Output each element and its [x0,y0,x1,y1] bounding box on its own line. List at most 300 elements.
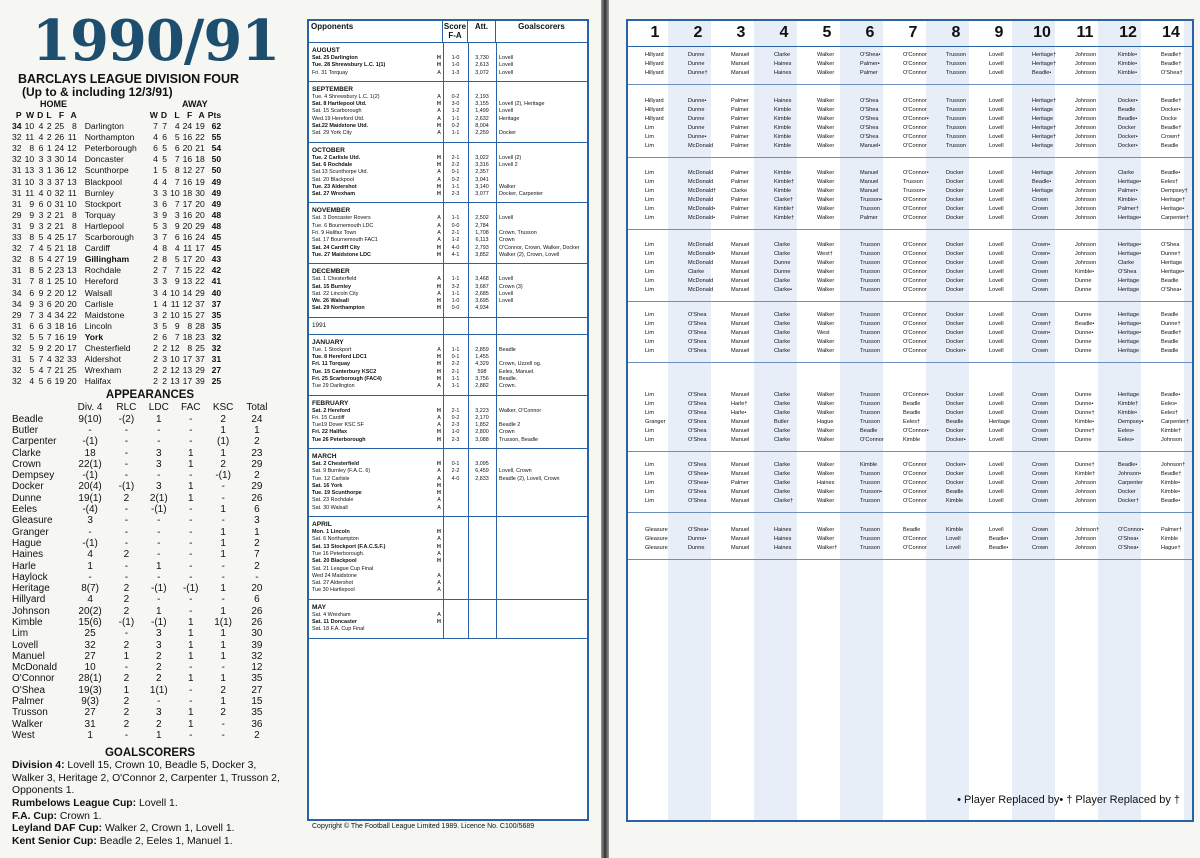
lineup-player: Manuel [731,489,750,495]
fixture-row [309,544,587,551]
appearance-cell: 8(7) [81,583,99,595]
lineup-row [628,178,1192,187]
fixture-goalscorers [496,544,587,551]
lineup-player: Clarke [774,410,791,416]
fixture-row [309,184,587,191]
appearance-cell: 2 [123,583,130,595]
fixture-score: 2-2 [451,361,460,368]
table-cell: 5 [38,331,44,342]
table-cell: 32 [12,376,22,387]
lineup-player: Johnson† [1161,462,1186,468]
lineup-player: Heritage† [1032,134,1057,140]
appearance-cell: 4 [87,594,93,606]
appearance-cell: - [157,424,161,436]
table-cell: 32 [12,143,22,154]
fixture-row [309,361,587,368]
lineup-player: Walker [817,188,835,194]
appearance-cell: - [189,526,193,538]
lineup-player: Manuel [860,170,879,176]
table-row [12,243,224,254]
table-row [12,154,224,165]
lineup-player: O'Shea [688,410,707,416]
fixture-goalscorers: Lovell (2) [499,154,522,161]
lineup-player: Kimble† [774,206,795,212]
lineup-player: Palmer [731,197,749,203]
appearance-cell: 1 [220,447,226,459]
fixture-row [309,536,587,543]
lineup-player: Heritage [1032,116,1054,122]
fixture-score: 1-1 [451,346,460,353]
fixture-opponent: Fri. 15 Cardiff [312,414,345,421]
table-cell: 22 [195,276,205,287]
appearance-cell: 2 [156,718,162,730]
lineup-player: Trusson [860,527,880,533]
lineup-player: Johnson [1075,125,1097,131]
lineup-player: Walker [817,312,835,318]
fixture-row [309,490,587,497]
lineup-player: Trusson [860,419,880,425]
lineup-player: Lovell [989,116,1004,122]
appearance-cell: 1(1) [149,684,168,696]
lineup-player: Lovell [989,428,1004,434]
appearance-cell: -(1) [118,616,135,628]
table-cell: 19 [67,254,77,265]
lineup-player: McDonald• [688,206,716,212]
table-cell: 21 [54,243,65,254]
lineup-group [628,461,1192,513]
appearances-header-cell: KSC [212,402,234,414]
appearance-cell: - [124,662,129,674]
lineup-player: Haines [774,61,792,67]
fixture-row [309,305,587,312]
lineup-player: Lim [645,206,655,212]
fixture-goalscorers [496,123,587,130]
table-cell: 32 [54,354,65,365]
lineup-player: Palmer† [1161,527,1182,533]
lineup-player: Kimble† [1075,471,1096,477]
team-name: Peterborough [84,143,137,154]
lineup-player: Palmer [731,125,749,131]
fixture-opponent: Tue. 2 Carlisle Utd. [312,154,361,161]
lineup-player: Dunne [1075,312,1092,318]
lineup-player: Johnson [1075,70,1097,76]
fixture-attendance: 2,632 [475,115,489,122]
fixture-venue [435,626,443,633]
fixture-goalscorers: Heritage [499,115,520,122]
table-header-cell: L [46,110,52,120]
fixture-goalscorers: Beadle. [499,375,518,382]
team-name: Darlington [84,121,124,132]
fixture-opponent: Sat. 8 Hartlepool Utd. [312,101,367,108]
lineup-player: Beadle [1161,312,1179,318]
lineup-player: Walker [817,125,835,131]
table-cell: 22 [67,309,77,320]
table-cell: 13 [24,165,35,176]
fixture-score: 2-3 [451,191,460,198]
appearance-cell: 1 [220,504,226,516]
table-cell: 20 [67,376,77,387]
table-cell: 16 [54,331,65,342]
lineup-player: Walker† [817,545,838,551]
player-name: Manuel [12,650,45,662]
lineup-player: Hague [817,419,834,425]
book-spine [601,0,609,858]
competition-label: Rumbelows League Cup: [12,798,137,810]
fixture-score [443,619,468,626]
table-cell: 22 [195,132,205,143]
table-cell: 7 [38,354,44,365]
lineup-player: Lovell [946,545,961,551]
table-cell: 19 [67,331,77,342]
fixture-attendance: 3,730 [475,55,489,61]
lineup-player: Johnson† [1075,527,1100,533]
table-cell: 20 [182,220,193,231]
table-header-cell: Pts [207,110,222,120]
fixture-venue: A [437,69,441,76]
fixture-row [309,551,587,558]
fixture-goalscorers [496,305,587,312]
appearance-cell: - [189,549,193,561]
fixture-attendance: 3,155 [475,101,489,108]
table-cell: 2 [153,376,158,387]
lineup-player: Johnson [1075,260,1097,266]
lineup-player: Clarke [774,251,791,257]
lineup-player: Crown [1032,401,1049,407]
fixture-opponent: We. 26 Walsall [312,298,349,305]
fixture-goalscorers [496,580,587,587]
lineup-player: Walker [817,70,835,76]
lineup-row [628,277,1192,286]
lineup-player: Clarke [774,52,791,58]
lineup-player: Lovell [946,536,961,542]
appearance-cell: 3 [156,639,162,651]
fixture-opponent: Sat. 22 Lincoln City [312,290,359,297]
appearance-cell: - [157,696,161,708]
appearance-cell: - [189,504,193,516]
lineup-player: Manuel [731,348,750,354]
lineup-player: Walker [817,116,835,122]
lineup-player: Lovell [989,321,1004,327]
lineup-player: Manuel [731,428,750,434]
shirt-number: 9 [994,24,1004,41]
fixture-score: 2-2 [451,161,460,168]
table-cell: 7 [153,121,158,132]
fixture-month-name: OCTOBER [312,146,345,154]
lineup-player: Heritage† [1161,197,1186,203]
goalscorer-line [12,798,288,811]
player-name: Kimble [12,616,43,628]
fixture-venue: H [437,529,441,536]
away-heading: AWAY [182,99,208,109]
table-cell: 43 [211,254,222,265]
lineup-player: Beadle• [1118,116,1138,122]
table-cell: 16 [182,132,193,143]
appearance-row [12,707,274,718]
appearance-cell: 1 [220,424,226,436]
lineup-player: Dunne [1075,339,1092,345]
table-cell: 5 [174,132,180,143]
lineup-player: O'Shea• [860,52,881,58]
table-cell: 0 [46,198,52,209]
lineup-player: Heritage• [1118,321,1142,327]
lineup-player: Dunne [688,116,705,122]
lineup-row [628,338,1192,347]
lineup-player: Crown [1032,489,1049,495]
lineup-player: Lovell [989,462,1004,468]
table-cell: 23 [54,265,65,276]
table-cell: 24 [182,121,193,132]
fixture-row [309,505,587,512]
fixture-row [309,354,587,361]
fixture-row [309,62,587,69]
table-cell: 19 [195,121,205,132]
lineup-player: Dempsey• [1118,419,1144,425]
fixture-attendance [468,536,496,543]
appearance-cell: 2 [123,594,130,606]
fixture-venue: H [437,55,441,61]
appearance-cell: 26 [251,616,263,628]
fixture-row [309,483,587,490]
lineup-player: Walker [817,215,835,221]
lineup-player: Manuel [731,287,750,293]
fixture-month-name: SEPTEMBER [312,85,354,93]
table-cell: 16 [67,320,77,331]
table-cell: 6 [174,143,180,154]
appearance-cell: 27 [84,650,96,662]
table-cell: 40 [211,287,222,298]
table-cell: 3 [46,154,52,165]
fixture-venue: H [437,361,441,368]
lineup-player: Beadle• [1161,498,1181,504]
table-cell: 21 [54,365,65,376]
lineup-player: Haines [774,527,792,533]
fixture-goalscorers [496,505,587,512]
lineup-player: Docke [1161,116,1177,122]
lineup-player: Clarke [1118,260,1135,266]
fixture-attendance: 6,113 [475,237,489,244]
lineup-player: Manuel [731,330,750,336]
fixture-row [309,626,587,633]
table-cell: 8 [29,265,35,276]
table-cell: 16 [182,232,193,243]
table-cell: 25 [195,342,205,353]
lineup-row [628,329,1192,338]
table-cell: 37 [211,298,222,309]
table-cell: 18 [182,187,193,198]
table-cell: 13 [182,276,193,287]
competition-scorers: Walker 2, Crown 1, Lovell 1. [102,823,235,835]
lineup-player: Lim [645,401,655,407]
appearance-cell: 1 [220,696,226,708]
fixture-goalscorers: Lovell [499,69,514,76]
table-cell: 5 [38,376,44,387]
lineup-player: Trusson [860,278,880,284]
lineup-player: Lim [645,330,655,336]
lineup-player: Lovell [989,107,1004,113]
lineup-player: Palmer• [860,61,880,67]
fixture-opponent: Sat. 24 Cardiff City [312,244,360,251]
lineup-player: Manuel [860,179,879,185]
table-row [12,343,224,354]
table-cell: 5 [46,243,52,254]
appearance-cell: 1 [220,639,226,651]
fixture-venue: A [437,93,441,100]
appearance-cell: 2 [254,729,260,741]
lineup-player: Docker† [1118,498,1139,504]
lineup-player: Heritage [1032,107,1054,113]
lineup-player: Heritage [1032,170,1054,176]
lineup-player: Crown• [1032,330,1051,336]
fixture-row [309,123,587,130]
table-cell: 49 [211,198,222,209]
fixture-attendance: 3,223 [475,407,489,414]
table-cell: 1 [153,165,158,176]
appearance-cell: 1 [187,639,194,651]
lineup-player: Dempsey† [1161,188,1188,194]
table-cell: 11 [183,243,193,254]
fixture-score: 0-2 [451,123,460,130]
lineup-player: Lim [645,339,655,345]
lineup-player: Heritage• [1118,215,1142,221]
fixtures-body [309,43,587,639]
lineup-group [628,51,1192,85]
fixture-opponent: Sat. 6 Northampton [312,536,359,543]
fixture-row [309,70,587,77]
lineup-player: Trusson [946,52,966,58]
table-cell: 5 [174,254,180,265]
fixture-venue: H [437,283,441,290]
lineup-player: Trusson [860,410,880,416]
table-cell: 49 [211,176,222,187]
table-row [12,232,224,243]
lineup-player: Lim [645,428,655,434]
lineup-player: Lovell [989,269,1004,275]
fixture-attendance: 2,833 [475,475,489,482]
appearance-cell: 3 [156,447,162,459]
table-cell: 2 [46,121,52,132]
lineup-player: O'Connor [903,61,927,67]
lineup-player: Trusson [946,70,966,76]
appearance-cell: 20(4) [78,481,102,493]
fixture-goalscorers: Lovell 2 [499,161,518,168]
team-name: Scunthorpe [84,165,129,176]
fixture-venue: H [437,558,441,565]
lineup-player: Trusson [860,321,880,327]
fixture-attendance [468,558,496,565]
lineup-player: Trusson [860,269,880,275]
lineup-row [628,488,1192,497]
appearance-cell: 29 [251,481,263,493]
shirt-number: 2 [693,24,703,41]
appearance-cell: 2 [156,673,162,685]
fixture-venue: H [437,183,441,190]
lineup-player: Beadle [946,489,964,495]
lineup-player: Lim [645,498,655,504]
table-cell: 3 [38,309,44,320]
lineup-row [628,461,1192,470]
lineup-player: Walker [817,179,835,185]
table-cell: 26 [54,132,65,143]
lineup-player: Beadle† [1161,471,1182,477]
fixture-attendance: 2,784 [475,222,489,229]
fixture-opponent: Tue. 1 Stockport [312,346,352,353]
appearance-cell: 1 [187,481,194,493]
fixture-row [309,284,587,291]
table-cell: 31 [12,220,22,231]
fixture-row [309,276,587,283]
lineup-player: Dunne [1075,437,1092,443]
fixture-goalscorers: Lovell [499,62,514,69]
fixture-venue: A [437,169,441,176]
lineup-player: Haines [774,536,792,542]
table-cell: 31 [211,354,222,365]
lineup-player: Trusson [860,206,880,212]
fixture-venue: H [437,161,441,168]
table-cell: 7 [174,154,180,165]
team-name: Aldershot [84,354,122,365]
table-cell: 7 [29,309,35,320]
lineup-player: Palmer [731,134,749,140]
lineup-player: Johnson [1075,480,1097,486]
lineup-player: Docker [946,428,964,434]
lineup-player: O'Connor [903,197,927,203]
appearances-header-cell: RLC [116,402,137,414]
lineup-player: Manuel [731,251,750,257]
fixture-row [309,298,587,305]
lineup-player: O'Shea [688,348,707,354]
fixture-opponent: Sat. 15 Burnley [312,283,351,290]
lineup-player: Trusson [860,348,880,354]
lineup-player: Lovell [989,242,1004,248]
table-row [12,365,224,376]
fixture-venue: A [437,230,441,237]
lineup-player: Heritage† [1032,125,1057,131]
lineup-player: Lovell [989,206,1004,212]
lineup-player: Heritage† [1032,52,1057,58]
fixture-attendance: 3,468 [475,276,489,283]
fixture-attendance: 6,459 [475,468,489,475]
appearance-cell: 24 [251,413,263,425]
lineup-player: Hillyard [645,107,664,113]
lineup-player: Beadle [946,419,964,425]
fixture-venue: A [437,504,441,511]
shirt-number: 12 [1119,24,1137,41]
fixture-score: 0-1 [451,354,460,361]
lineup-player: Johnson [1075,170,1097,176]
table-cell: 10 [170,187,180,198]
lineup-player: Clarke [774,321,791,327]
lineup-player: Heritage• [1118,251,1142,257]
fixture-row [309,108,587,115]
lineup-player: Manuel [731,545,750,551]
table-cell: 6 [38,320,44,331]
appearance-cell: - [124,504,129,516]
fixture-goalscorers: Docker, Carpenter [499,191,543,198]
lineup-player: O'Connor [903,330,927,336]
fixture-attendance: 2,859 [475,346,489,353]
lineup-player: Carpenter [1118,480,1143,486]
table-cell: 20 [195,198,205,209]
fixture-venue: A [437,422,441,429]
lineup-player: Beadle† [1161,98,1182,104]
lineup-player: Docker [946,287,964,293]
table-cell: 3 [38,209,44,220]
player-name: Hillyard [12,594,46,606]
lineup-player: Lim [645,269,655,275]
lineup-player: Dunne• [688,98,707,104]
fixture-goalscorers: Beadle [499,346,516,353]
table-cell: 4 [174,243,180,254]
